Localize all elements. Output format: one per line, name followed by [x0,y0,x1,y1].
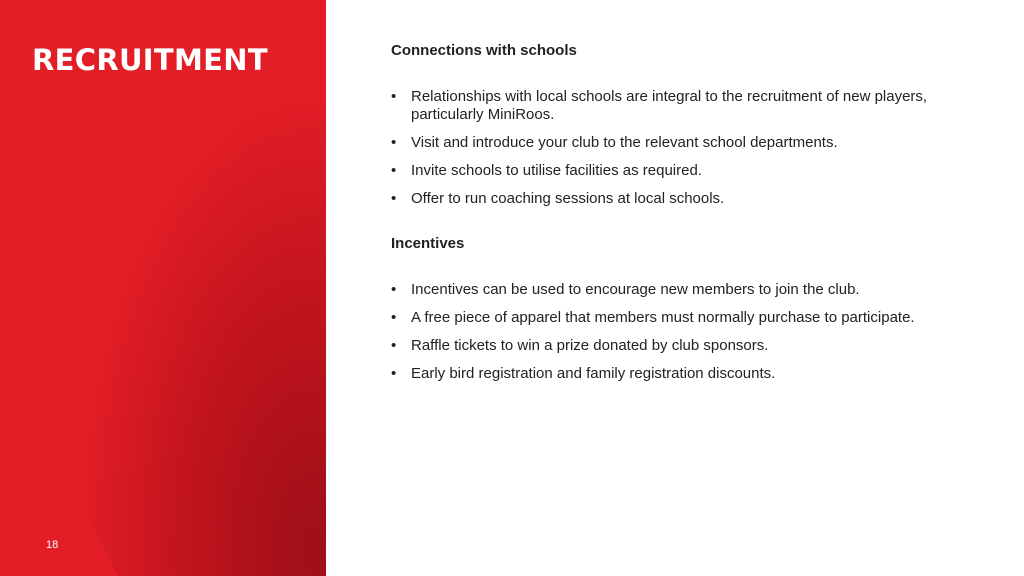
bullet-icon: • [391,309,397,326]
list-item-text: Incentives can be used to encourage new members to join the club. [411,281,860,298]
bullet-list-incentives [391,281,1001,393]
list-item [391,337,1001,355]
page-number: 18 [46,539,59,551]
list-item [391,134,1001,152]
decorative-curve [0,0,326,576]
bullet-list-schools [391,88,1001,218]
bullet-icon: • [391,365,397,382]
bullet-icon: • [391,337,397,354]
list-item-text: Relationships with local schools are integral to the recruitment of new players, particularly MiniRoos. [411,88,928,123]
list-item [391,162,1001,180]
bullet-icon: • [391,162,397,179]
list-item-text: Raffle tickets to win a prize donated by club sponsors. [411,337,769,354]
list-item [391,309,1001,327]
bullet-icon: • [391,134,397,151]
list-item-text: Early bird registration and family registration discounts. [411,365,776,382]
section-heading-incentives: Incentives [391,235,465,252]
section-heading-schools: Connections with schools [391,42,577,59]
list-item [391,88,1001,124]
slide-title: RECRUITMENT [32,43,268,77]
bullet-icon: • [391,88,397,105]
bullet-icon: • [391,281,397,298]
list-item [391,281,1001,299]
list-item-text: Offer to run coaching sessions at local schools. [411,190,725,207]
list-item-text: Invite schools to utilise facilities as required. [411,162,702,179]
list-item-text: Visit and introduce your club to the relevant school departments. [411,134,838,151]
list-item-text: A free piece of apparel that members must normally purchase to participate. [411,309,915,326]
list-item [391,190,1001,208]
title-panel [0,0,326,576]
bullet-icon: • [391,190,397,207]
list-item [391,365,1001,383]
